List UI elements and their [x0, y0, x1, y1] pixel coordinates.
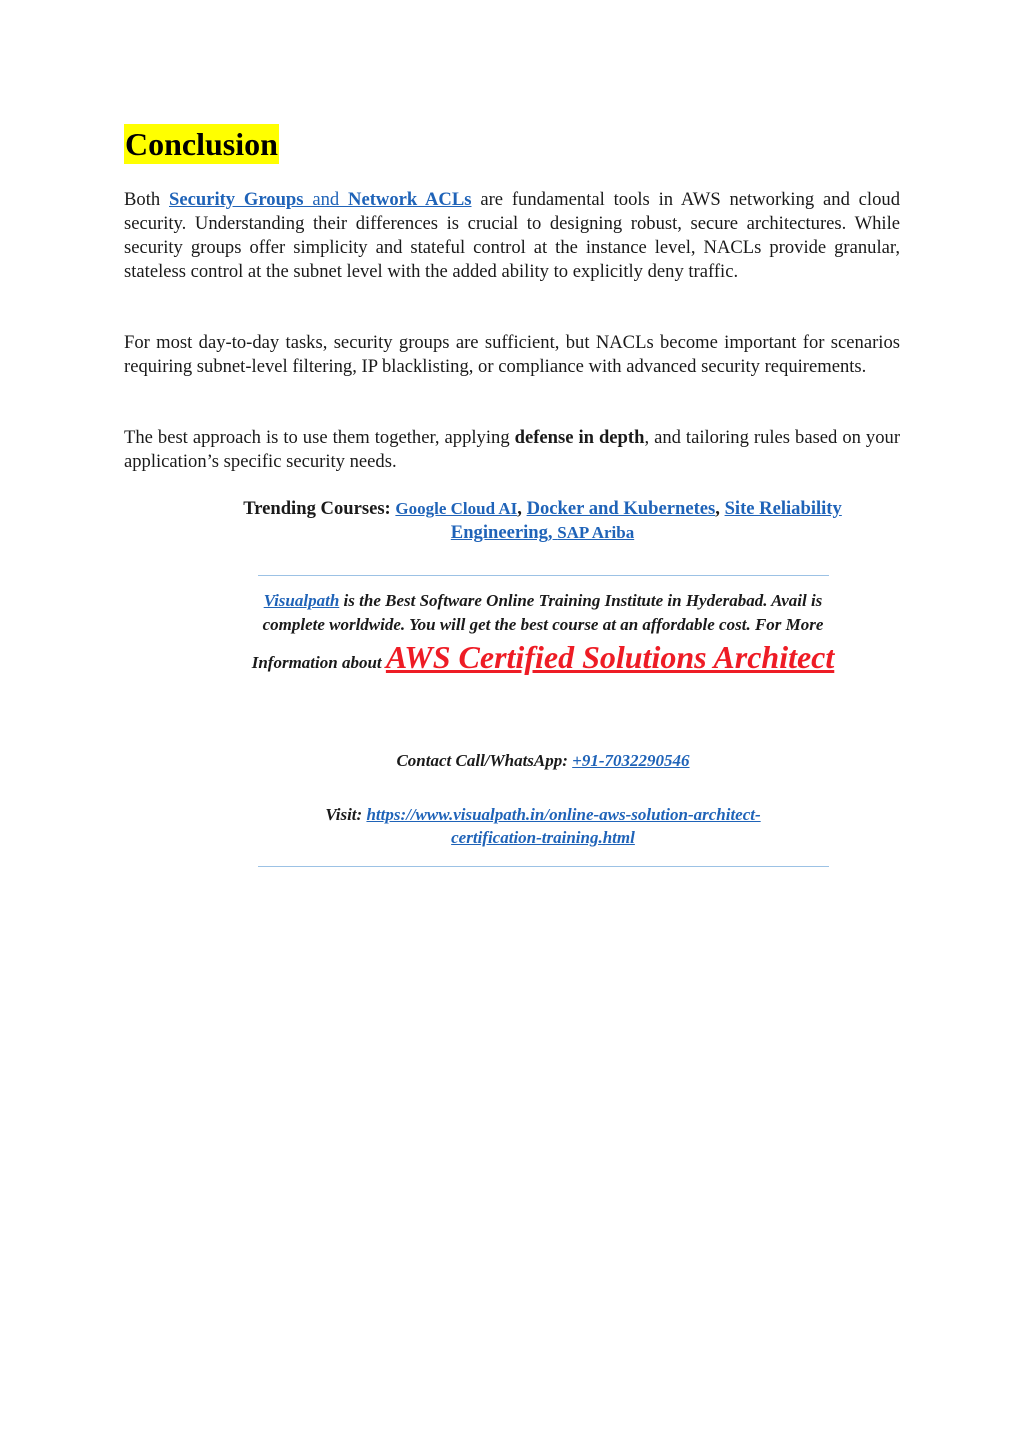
course-url-link[interactable]: https://www.visualpath.in/online-aws-solution-architect-certification-training.html [366, 805, 761, 847]
docker-kubernetes-link[interactable]: Docker and Kubernetes [526, 498, 716, 519]
conclusion-paragraph-3 [124, 426, 900, 474]
promo-text: is the Best Software Online Training Institute in Hyderabad. Avail is complete worldwide. You will get the best course at an affordable cost. For More Information about [251, 591, 824, 672]
p1-text-start: Both [124, 189, 169, 210]
phone-link[interactable]: +91-7032290546 [572, 751, 690, 770]
contact-label: Contact Call/WhatsApp: [396, 751, 573, 770]
trending-separator: , [517, 498, 527, 519]
conclusion-paragraph-2: For most day-to-day tasks, security groups are sufficient, but NACLs become important for scenarios requiring subnet-level filtering, IP blacklisting, or compliance with advanced security requirements. [124, 332, 900, 377]
visualpath-link[interactable]: Visualpath [263, 591, 340, 610]
p3-text-start: The best approach is to use them together, applying [124, 427, 515, 448]
visit-line [290, 803, 796, 849]
google-cloud-ai-link[interactable]: Google Cloud AI [395, 499, 518, 518]
visit-label: Visit: [325, 805, 367, 824]
divider-bottom [258, 866, 829, 867]
trending-label: Trending Courses: [243, 498, 396, 519]
sap-ariba-link[interactable]: SAP Ariba [557, 523, 635, 542]
security-groups-link[interactable]: Security Groups [169, 189, 304, 210]
site-reliability-link[interactable]: Site Reliability Engineering [450, 498, 842, 543]
trending-courses [190, 497, 895, 545]
conclusion-paragraph-1 [124, 188, 900, 284]
trending-separator: , [547, 522, 558, 543]
defense-in-depth-bold: defense in depth [514, 427, 645, 448]
promo-block [248, 589, 838, 677]
and-connector: and [303, 189, 349, 210]
trending-separator: , [715, 498, 725, 519]
divider-top [258, 575, 829, 576]
network-acls-link[interactable]: Network ACLs [348, 189, 472, 210]
p3-text-end: , and tailoring rules based on your application’s specific security needs. [124, 427, 901, 472]
page-title: Conclusion [125, 126, 278, 162]
p1-text-end: are fundamental tools in AWS networking and cloud security. Understanding their differences is crucial to designing robust, secure architectures. While security groups offer simplicity and stateful control at the instance level, NACLs provide granular, stateless control at the subnet level with the added ability to explicitly deny traffic. [124, 189, 900, 282]
aws-course-link[interactable]: AWS Certified Solutions Architect [385, 639, 835, 675]
contact-line [248, 749, 838, 773]
